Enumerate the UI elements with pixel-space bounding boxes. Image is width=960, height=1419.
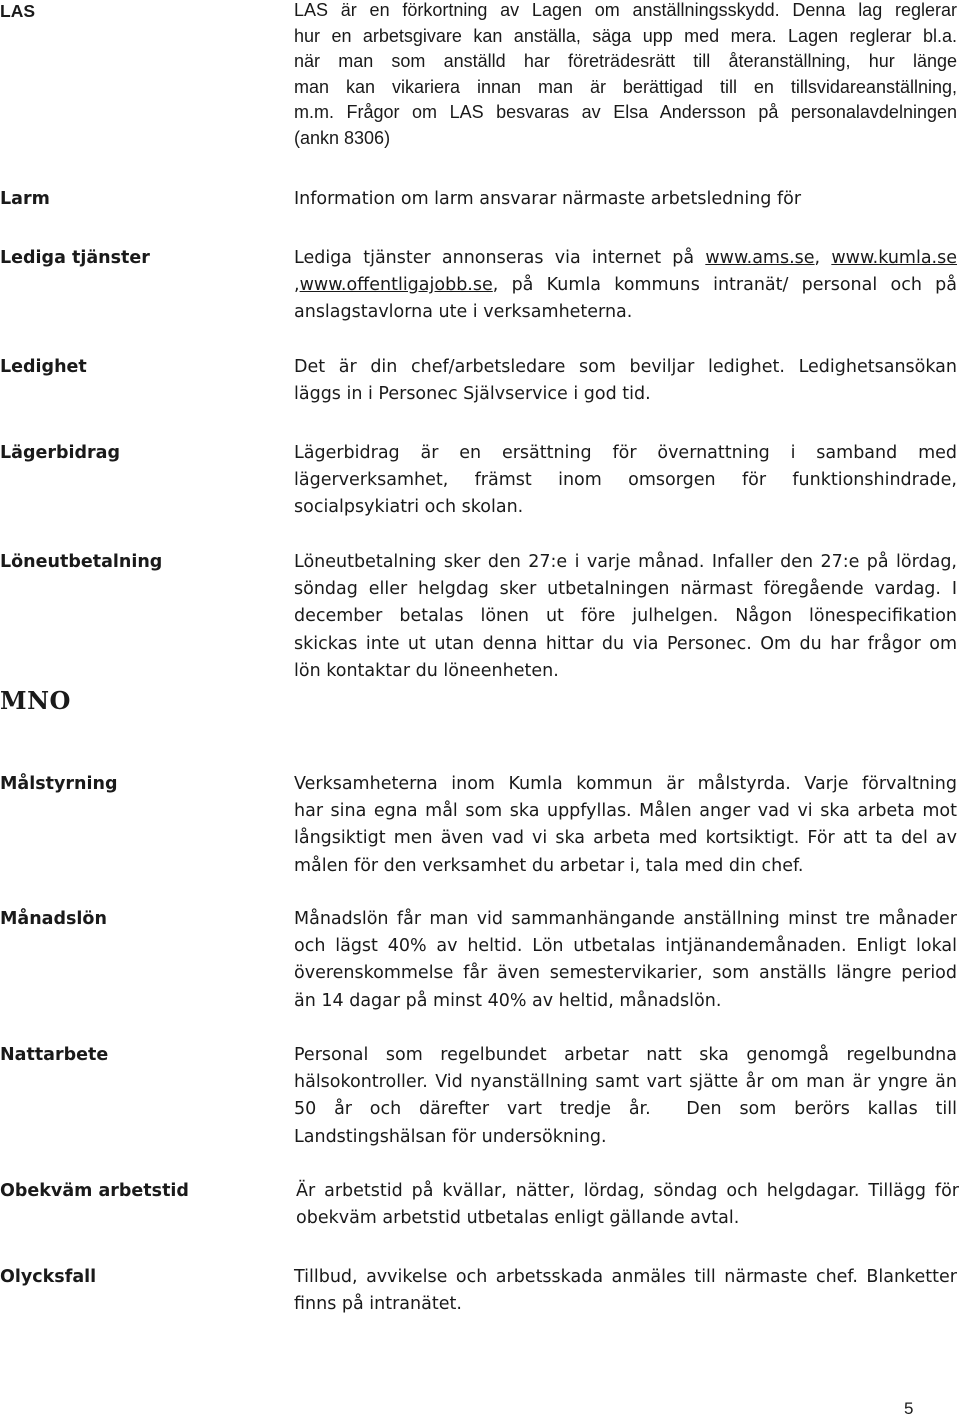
definition-olycksfall <box>294 1264 957 1318</box>
definition-line: LAS är en förkortning av Lagen om anställningsskydd. Denna lag reglerar <box>294 0 957 20</box>
definition-line: lön kontaktar du löneenheten. <box>294 660 559 681</box>
definition-line: anslagstavlorna ute i verksamheterna. <box>294 302 633 323</box>
definition-line: m.m. Frågor om LAS besvaras av Elsa Andersson på personalavdelningen <box>294 102 957 123</box>
definition-lediga-tjanster <box>294 245 957 327</box>
definition-line: obekväm arbetstid utbetalas enligt gällande avtal. <box>296 1208 740 1229</box>
term-loneutbetalning: Löneutbetalning <box>0 552 163 572</box>
term-larm: Larm <box>0 189 50 209</box>
definition-line <box>294 272 957 299</box>
definition-larm <box>294 186 957 213</box>
definition-line: Är arbetstid på kvällar, nätter, lördag, söndag och helgdagar. Tillägg för <box>296 1181 959 1201</box>
definition-loneutbetalning <box>294 549 957 685</box>
page-number: 5 <box>904 1399 914 1418</box>
definition-line: när man som anställd har företrädesrätt till återanställning, hur länge <box>294 51 957 72</box>
definition-nattarbete <box>294 1042 957 1151</box>
definition-obekvam-arbetstid <box>296 1178 959 1232</box>
term-nattarbete: Nattarbete <box>0 1045 109 1065</box>
definition-line: har sina egna mål som ska uppfyllas. Målen anger vad vi ska arbeta mot <box>294 801 957 822</box>
definition-line: Verksamheterna inom Kumla kommun är målstyrda. Varje förvaltning <box>294 774 957 794</box>
definition-line: Tillbud, avvikelse och arbetsskada anmäles till närmaste chef. Blanketter <box>294 1267 957 1287</box>
text-segment: , <box>814 248 832 268</box>
definition-line: man kan vikariera innan man är berättigad till en tillsvidareanställning, <box>294 76 957 97</box>
definition-line <box>294 245 957 272</box>
definition-las <box>294 0 957 152</box>
definition-line: december betalas lönen ut före julhelgen. Någon lönespecifikation <box>294 606 957 627</box>
definition-line: Månadslön får man vid sammanhängande anställning minst tre månader <box>294 909 957 929</box>
term-manadslon: Månadslön <box>0 909 107 929</box>
term-malstyrning: Målstyrning <box>0 774 118 794</box>
definition-line: hälsokontroller. Vid nyanställning samt vart sjätte år om man är yngre än <box>294 1072 957 1093</box>
definition-line: Löneutbetalning sker den 27:e i varje månad. Infaller den 27:e på lördag, <box>294 552 957 572</box>
text-segment: , på Kumla kommuns intranät/ personal och på <box>492 275 957 296</box>
ams-link[interactable]: www.ams.se <box>705 248 815 268</box>
section-heading: MNO <box>0 686 71 715</box>
kumla-link[interactable]: www.kumla.se <box>831 248 957 268</box>
definition-line: Information om larm ansvarar närmaste arbetsledning för <box>294 189 802 209</box>
text-segment: , <box>294 275 300 296</box>
definition-line: Personal som regelbundet arbetar natt ska genomgå regelbundna <box>294 1045 957 1065</box>
definition-line: finns på intranätet. <box>294 1294 462 1315</box>
definition-line: socialpsykiatri och skolan. <box>294 497 524 518</box>
term-lagerbidrag: Lägerbidrag <box>0 443 121 463</box>
definition-line: överenskommelse får även semestervikarier, som anställs längre period <box>294 963 957 984</box>
term-lediga-tjanster: Lediga tjänster <box>0 248 150 268</box>
definition-line: långsiktigt men även vad vi ska arbeta med kortsiktigt. För att ta del av <box>294 828 957 849</box>
definition-line: Det är din chef/arbetsledare som beviljar ledighet. Ledighetsansökan <box>294 357 957 377</box>
definition-line: Landstingshälsan för undersökning. <box>294 1126 607 1147</box>
definition-line: söndag eller helgdag sker utbetalningen närmast föregående vardag. I <box>294 579 957 600</box>
term-las: LAS <box>0 1 35 21</box>
definition-line: Lägerbidrag är en ersättning för övernattning i samband med <box>294 443 957 463</box>
definition-line: än 14 dagar på minst 40% av heltid, månadslön. <box>294 990 722 1011</box>
text-segment: Lediga tjänster annonseras via internet på <box>294 248 706 268</box>
definition-line: skickas inte ut utan denna hittar du via Personec. Om du har frågor om <box>294 633 957 654</box>
offentligajobb-link[interactable]: www.offentligajobb.se <box>299 275 493 296</box>
definition-line: lägerverksamhet, främst inom omsorgen för funktionshindrade, <box>294 470 957 491</box>
term-obekvam-arbetstid: Obekväm arbetstid <box>0 1181 189 1201</box>
definition-ledighet <box>294 354 957 408</box>
definition-line: läggs in i Personec Självservice i god tid. <box>294 384 651 405</box>
definition-line: hur en arbetsgivare kan anställa, säga upp med mera. Lagen reglerar bl.a. <box>294 25 957 46</box>
definition-line: målen för den verksamhet du arbetar i, tala med din chef. <box>294 855 804 876</box>
definition-line: och lägst 40% av heltid. Lön utbetalas intjänandemånaden. Enligt lokal <box>294 936 957 957</box>
definition-line: 50 år och därefter vart tredje år. Den som berörs kallas till <box>294 1099 957 1120</box>
term-olycksfall: Olycksfall <box>0 1267 97 1287</box>
definition-manadslon <box>294 906 957 1015</box>
definition-malstyrning <box>294 771 957 880</box>
definition-line: (ankn 8306) <box>294 127 391 148</box>
term-ledighet: Ledighet <box>0 357 87 377</box>
definition-lagerbidrag <box>294 440 957 522</box>
